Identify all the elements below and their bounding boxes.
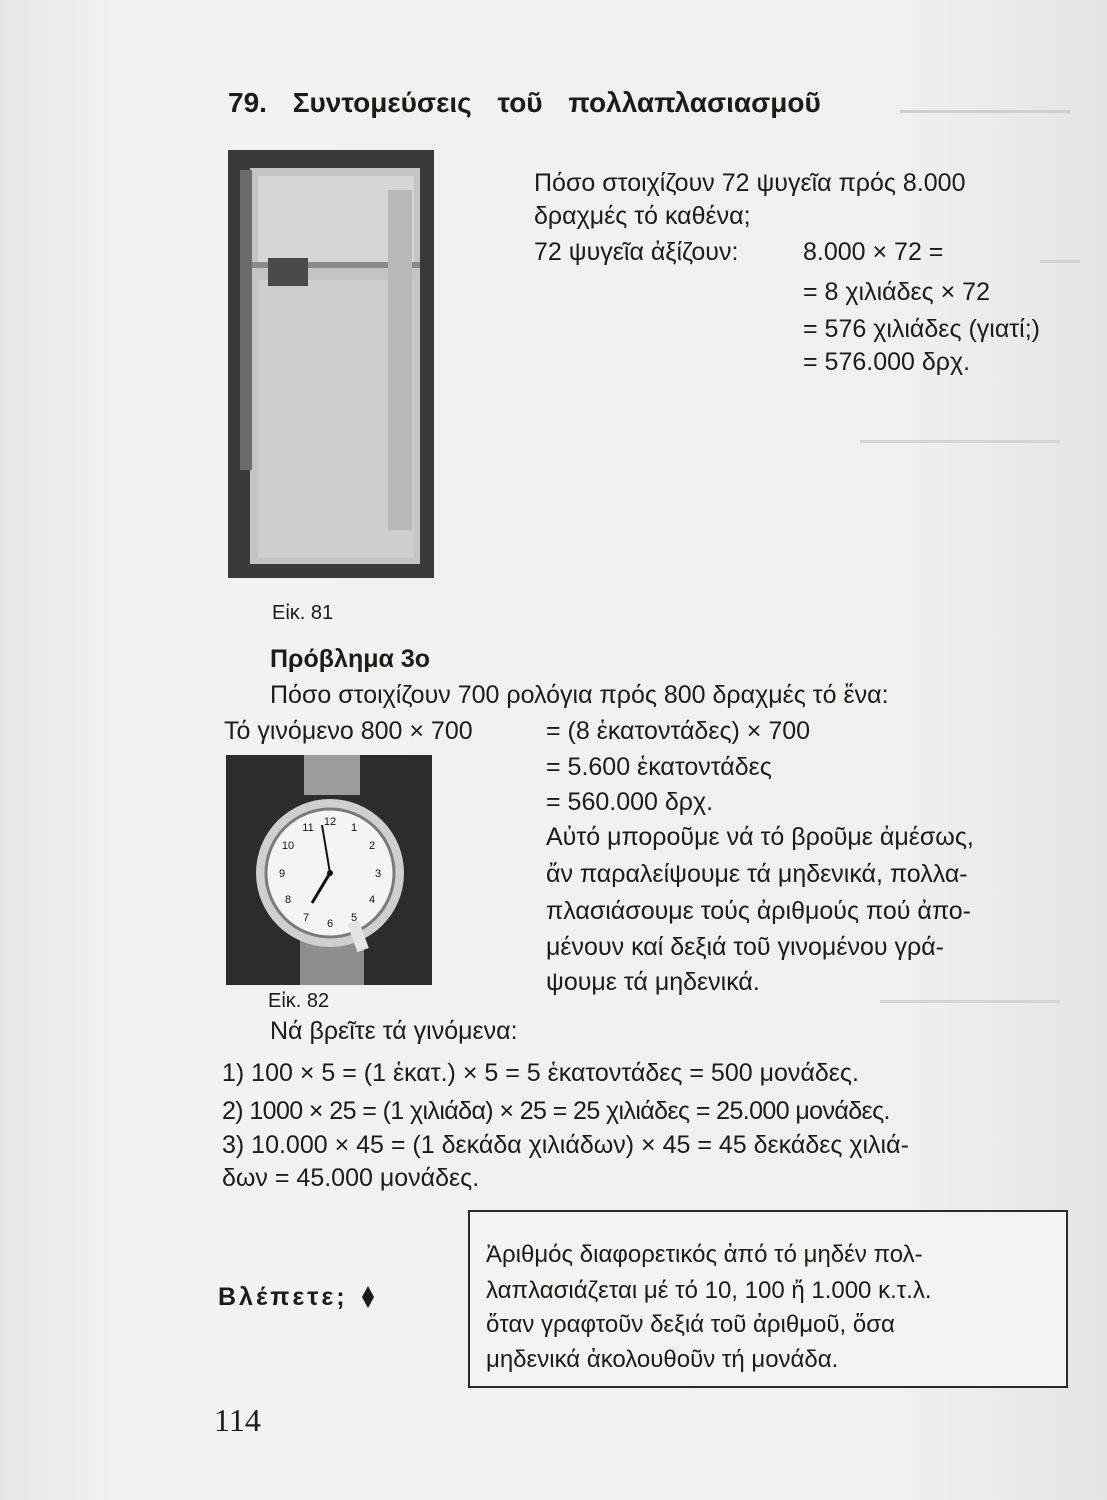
clock-number-7: 7 [302,912,310,924]
rule-line-3: ὅταν γραφτοῦν δεξιά τοῦ ἀριθμοῦ, ὅσα [486,1311,895,1338]
problem3-step1: = (8 ἑκατοντάδες) × 700 [546,717,811,745]
clock-number-8: 8 [284,894,292,906]
problem3-explain-line5: ψουμε τά μηδενικά. [546,968,760,996]
exercise-prompt: Νά βρεῖτε τά γινόμενα: [270,1017,518,1045]
problem3-question: Πόσο στοιχίζουν 700 ρολόγια πρός 800 δραχμές τό ἕνα: [270,681,889,709]
rule-line-1: Ἀριθμός διαφορετικός ἀπό τό μηδέν πολ- [486,1241,923,1268]
problem3-explain-line2: ἄν παραλείψουμε τά μηδενικά, πολλα- [546,860,968,888]
clock-number-2: 2 [368,840,376,852]
problem3-explain-line4: μένουν καί δεξιά τοῦ γινομένου γρά- [546,933,944,961]
rule-line-2: λαπλασιάζεται μέ τό 10, 100 ἤ 1.000 κ.τ.λ. [486,1277,932,1304]
fridge-step3: = 576 χιλιάδες (γιατί;) [803,315,1040,343]
clock-number-12: 12 [323,816,337,828]
exercise-item-2: 2) 1000 × 25 = (1 χιλιάδα) × 25 = 25 χιλιάδες = 25.000 μονάδες. [222,1097,890,1125]
clock-number-11: 11 [302,822,314,834]
clock-number-3: 3 [374,868,382,880]
problem3-lead: Τό γινόμενο 800 × 700 [224,717,473,745]
problem3-explain-line1: Αὐτό μποροῦμε νά τό βροῦμε ἀμέσως, [546,823,974,851]
problem3-step2: = 5.600 ἑκατοντάδες [546,753,772,781]
problem3-step3: = 560.000 δρχ. [546,788,714,816]
clock-number-1: 1 [350,822,358,834]
fridge-step2: = 8 χιλιάδες × 72 [803,278,990,306]
see-label-text: Βλέπετε; [218,1283,348,1311]
fridge-lead: 72 ψυγεῖα ἀξίζουν: [534,238,739,266]
clock-number-9: 9 [278,868,286,880]
exercise-item-3: 3) 10.000 × 45 = (1 δεκάδα χιλιάδων) × 45 = 45 δεκάδες χιλιά- [222,1131,909,1159]
exercise-item-3-cont: δων = 45.000 μονάδες. [222,1164,480,1192]
clock-number-5: 5 [350,912,358,924]
problem3-heading: Πρόβλημα 3ο [270,645,431,673]
section-title: 79. Συντομεύσεις τοῦ πολλαπλασιασμοῦ [228,87,821,118]
clock-number-6: 6 [326,918,334,930]
pointer-arrow-icon [362,1286,374,1308]
figure-82-caption: Εἰκ. 82 [268,990,330,1012]
fridge-question-line2: δραχμές τό καθένα; [534,202,751,230]
fridge-step4: = 576.000 δρχ. [803,348,971,376]
fridge-photo [228,150,434,578]
fridge-question-line1: Πόσο στοιχίζουν 72 ψυγεῖα πρός 8.000 [534,169,966,197]
fridge-step1: 8.000 × 72 = [803,238,944,266]
watch-photo [226,755,432,985]
rule-box [468,1210,1068,1388]
figure-81-caption: Εἰκ. 81 [272,602,334,624]
see-label [218,1283,374,1312]
clock-number-10: 10 [281,840,295,852]
page-number: 114 [214,1402,261,1438]
rule-line-4: μηδενικά ἀκολουθοῦν τή μονάδα. [486,1346,839,1373]
clock-number-4: 4 [368,894,376,906]
problem3-explain-line3: πλασιάσουμε τούς ἀριθμούς πού ἀπο- [546,897,971,925]
exercise-item-1: 1) 100 × 5 = (1 ἑκατ.) × 5 = 5 ἑκατοντάδες = 500 μονάδες. [222,1059,859,1087]
